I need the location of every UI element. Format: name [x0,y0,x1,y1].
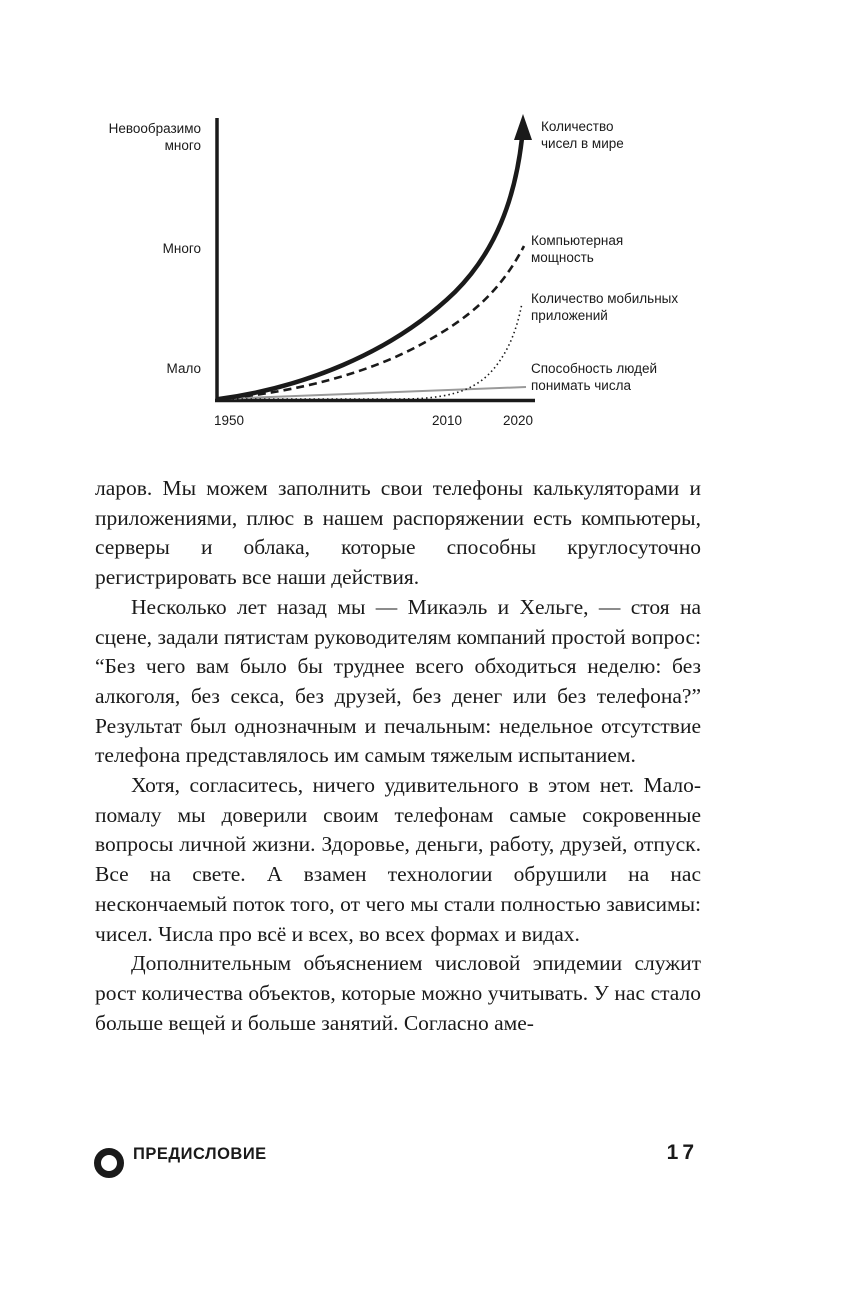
body-text [95,474,701,1038]
series-label: Способность людей [531,361,658,376]
y-tick-label: Мало [166,361,201,376]
ring-icon [94,1148,124,1178]
y-tick-label: Невообразимо [108,121,201,136]
growth-chart [0,0,845,450]
series-label: мощность [531,250,594,265]
page-footer [0,1140,845,1180]
y-tick-label: много [164,138,201,153]
series-label: Компьютерная [531,233,624,248]
series-line-computing [219,246,524,399]
x-tick-label: 2020 [503,413,534,428]
series-label: чисел в мире [541,136,624,151]
paragraph: Дополнительным объяснением числовой эпидемии служит рост количества объектов, которые можно учитывать. У нас стало больше вещей и больше занятий. Согласно аме- [95,951,701,1035]
arrow-head-icon [514,114,532,140]
paragraph: Хотя, согласитесь, ничего удивительного в этом нет. Мало-помалу мы доверили своим телефонам самые сокровенные вопросы личной жизни. Здоровье, деньги, работу, друзей, отпуск. Все на свете. А взамен технологии обрушили на нас нескончаемый поток того, от чего мы стали полностью зависимы: чисел. Числа про всё и всех, во всех формах и видах. [95,773,701,946]
series-label: Количество [541,119,614,134]
y-tick-label: Много [162,241,201,256]
paragraph: Несколько лет назад мы — Микаэль и Хельге, — стоя на сцене, задали пятистам руководителям компаний простой вопрос: “Без чего вам было бы труднее всего обходиться неделю: без алкоголя, без секса, без друзей, без денег или без телефона?” Результат был однозначным и печальным: недельное отсутствие телефона представлялось им самым тяжелым испытанием. [95,594,701,768]
series-label: понимать числа [531,378,631,393]
series-label: Количество мобильных [531,291,679,306]
x-tick-label: 2010 [432,413,463,428]
page-number: 17 [666,1141,698,1164]
series-line-numbers [219,138,522,399]
x-tick-label: 1950 [214,413,245,428]
section-title: ПРЕДИСЛОВИЕ [133,1145,267,1163]
paragraph: ларов. Мы можем заполнить свои телефоны калькуляторами и приложениями, плюс в нашем распоряжении есть компьютеры, серверы и облака, которые способны круглосуточно регистрировать все наши действия. [95,476,701,590]
series-label: приложений [531,308,608,323]
